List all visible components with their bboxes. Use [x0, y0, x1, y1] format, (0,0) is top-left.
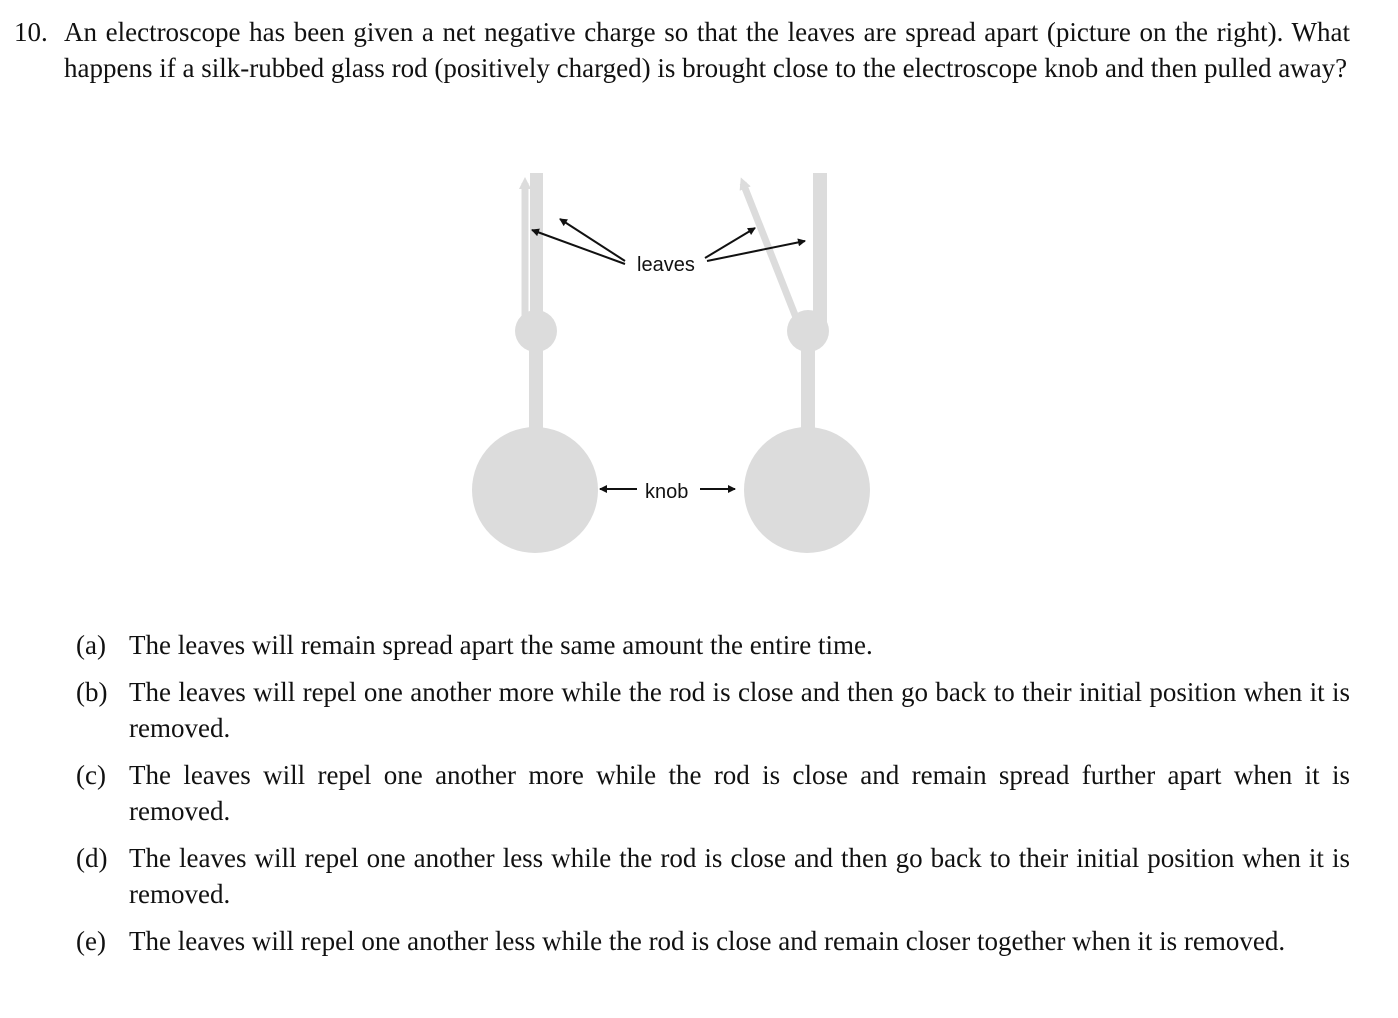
left-knob	[472, 427, 598, 553]
choice-label: (b)	[76, 677, 108, 707]
leaves-arrow-1	[560, 219, 625, 261]
leaves-label: leaves	[637, 254, 695, 276]
left-leaf-right	[530, 173, 543, 333]
choice-text: The leaves will remain spread apart the same amount the entire time.	[129, 630, 873, 660]
choice-a	[76, 627, 1350, 663]
electroscope-diagram	[460, 165, 890, 565]
choice-e	[76, 923, 1350, 959]
right-leaf-right	[813, 173, 827, 335]
choice-text: The leaves will repel one another more while the rod is close and then go back to their initial position when it is removed.	[129, 677, 1350, 743]
choice-label: (a)	[76, 630, 106, 660]
answer-choices	[76, 627, 1350, 970]
choice-text: The leaves will repel one another less while the rod is close and remain closer together when it is removed.	[129, 926, 1286, 956]
question-row	[14, 14, 1350, 86]
right-rod	[801, 340, 815, 430]
left-electroscope	[472, 173, 598, 553]
knob-annotation	[600, 481, 735, 503]
question-text: An electroscope has been given a net negative charge so that the leaves are spread apart (picture on the right). What happens if a silk-rubbed glass rod (positively charged) is brought close to the electroscope knob and then pulled away?	[64, 17, 1350, 83]
choice-label: (c)	[76, 760, 106, 790]
left-rod	[529, 340, 543, 430]
question-number: 10.	[14, 17, 48, 47]
choice-text: The leaves will repel one another less while the rod is close and then go back to their initial position when it is removed.	[129, 843, 1350, 909]
choice-c	[76, 757, 1350, 829]
choice-label: (d)	[76, 843, 108, 873]
leaves-arrow-2	[532, 230, 625, 264]
electroscope-figure	[460, 165, 890, 565]
right-knob	[744, 427, 870, 553]
knob-label: knob	[645, 481, 689, 503]
choice-d	[76, 840, 1350, 912]
choice-text: The leaves will repel one another more while the rod is close and remain spread further apart when it is removed.	[129, 760, 1350, 826]
leaves-arrow-4	[707, 241, 805, 261]
choice-b	[76, 674, 1350, 746]
choice-label: (e)	[76, 926, 106, 956]
right-electroscope	[743, 173, 870, 553]
question	[14, 14, 1350, 86]
